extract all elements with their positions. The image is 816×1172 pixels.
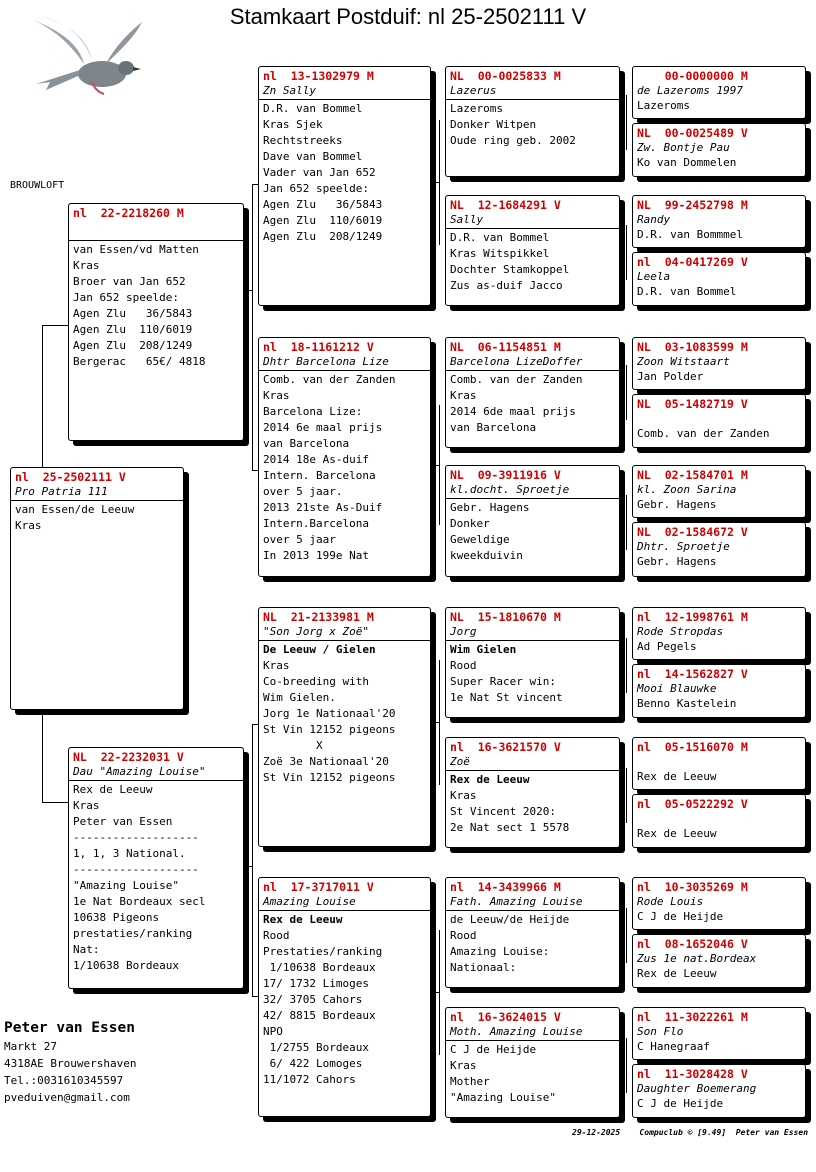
- info-line: Zus as-duif Jacco: [450, 279, 563, 292]
- great-grandparent-card[interactable]: [445, 337, 620, 448]
- info-line: Kras: [450, 389, 477, 402]
- pigeon-name: Pro Patria 111: [11, 485, 183, 501]
- ancestor-card[interactable]: [632, 394, 806, 448]
- info-line: 1/2755 Bordeaux: [263, 1041, 369, 1054]
- ring-number: NL 22-2232031 V: [73, 750, 184, 764]
- info-line: Rood: [450, 659, 477, 672]
- info-line: Intern.Barcelona: [263, 517, 369, 530]
- info-line: Zoë 3e Nationaal'20: [263, 755, 389, 768]
- pigeon-name: Leela: [637, 270, 671, 283]
- pigeon-name: Zn Sally: [259, 84, 430, 100]
- info-line: 1e Nat Bordeaux secl: [73, 895, 206, 908]
- ring-number: NL 21-2133981 M: [263, 610, 374, 624]
- info-line: Dave van Bommel: [263, 150, 363, 163]
- info-line: Rechtstreeks: [263, 134, 343, 147]
- ancestor-card[interactable]: [632, 664, 806, 718]
- owner-name: Peter van Essen: [4, 1020, 135, 1036]
- grandparent-card[interactable]: [258, 66, 431, 306]
- info-line: Super Racer win:: [450, 675, 556, 688]
- info-line: D.R. van Bommel: [263, 102, 363, 115]
- ring-number: NL 03-1083599 M: [637, 340, 748, 354]
- pigeon-name: Zoon Witstaart: [637, 355, 730, 368]
- info-line: Kras Sjek: [263, 118, 323, 131]
- ring-number: nl 14-3439966 M: [450, 880, 561, 894]
- pigeon-logo: [22, 16, 172, 98]
- info-line: Gebr. Hagens: [637, 555, 717, 568]
- pigeon-name: Dhtr. Sproetje: [637, 540, 730, 553]
- pigeon-name: Fath. Amazing Louise: [446, 895, 619, 911]
- ring-number: nl 14-1562827 V: [637, 667, 748, 681]
- info-line: Jan 652 speelde:: [263, 182, 369, 195]
- great-grandparent-card[interactable]: [445, 66, 620, 177]
- info-line: Rex de Leeuw: [450, 773, 530, 786]
- ring-number: nl 13-1302979 M: [263, 69, 374, 83]
- info-line: 1e Nat St vincent: [450, 691, 563, 704]
- info-line: St Vin 12152 pigeons: [263, 723, 396, 736]
- page-title: Stamkaart Postduif: nl 25-2502111 V: [229, 4, 587, 29]
- info-line: "Amazing Louise": [73, 879, 179, 892]
- ring-number: nl 11-3022261 M: [637, 1010, 748, 1024]
- ancestor-card[interactable]: [632, 607, 806, 660]
- info-line: Kras: [450, 1059, 477, 1072]
- info-line: Broer van Jan 652: [73, 275, 186, 288]
- pigeon-name: Jorg: [446, 625, 619, 641]
- pigeon-name: Barcelona LizeDoffer: [446, 355, 619, 371]
- ring-number: nl 05-1516070 M: [637, 740, 748, 754]
- info-line: Comb. van der Zanden: [637, 427, 770, 440]
- breeder: van Essen/de Leeuw: [15, 503, 135, 516]
- info-line: van Essen/vd Matten: [73, 243, 199, 256]
- info-line: Agen Zlu 36/5843: [263, 198, 383, 211]
- great-grandparent-card[interactable]: [445, 195, 620, 306]
- info-line: Amazing Louise:: [450, 945, 550, 958]
- info-line: Rood: [450, 929, 477, 942]
- ring-number: nl 17-3717011 V: [263, 880, 374, 894]
- info-line: Oude ring geb. 2002: [450, 134, 576, 147]
- pigeon-name: Zoë: [446, 755, 619, 771]
- info-line: D.R. van Bommmel: [637, 228, 743, 241]
- info-line: Prestaties/ranking: [263, 945, 383, 958]
- info-line: Kras: [450, 789, 477, 802]
- info-line: 32/ 3705 Cahors: [263, 993, 363, 1006]
- info-line: Rex de Leeuw: [637, 827, 717, 840]
- ancestor-card[interactable]: [632, 934, 806, 988]
- pigeon-name: Son Flo: [637, 1025, 684, 1038]
- footer: 29-12-2025 Compuclub © [9.49] Peter van Essen: [572, 1128, 809, 1137]
- info-line: 10638 Pigeons: [73, 911, 160, 924]
- pigeon-name: Mooi Blauwke: [637, 682, 717, 695]
- ancestor-card[interactable]: [632, 522, 806, 577]
- info-line: C J de Heijde: [637, 1097, 724, 1110]
- info-line: 11/1072 Cahors: [263, 1073, 356, 1086]
- info-line: Ko van Dommelen: [637, 156, 737, 169]
- ring-number: nl 04-0417269 V: [637, 255, 748, 269]
- info-line: Geweldige: [450, 533, 510, 546]
- info-line: 17/ 1732 Limoges: [263, 977, 369, 990]
- ancestor-card[interactable]: [632, 123, 806, 177]
- great-grandparent-card[interactable]: [445, 465, 620, 577]
- info-line: Rex de Leeuw: [637, 770, 717, 783]
- info-line: Rex de Leeuw: [263, 913, 343, 926]
- dam-card[interactable]: [68, 747, 244, 989]
- ring-number: NL 15-1810670 M: [450, 610, 561, 624]
- info-line: Gebr. Hagens: [450, 501, 530, 514]
- info-line: 6/ 422 Lomoges: [263, 1057, 363, 1070]
- info-line: St Vin 12152 pigeons: [263, 771, 396, 784]
- info-line: Peter van Essen: [73, 815, 173, 828]
- info-line: Agen Zlu 208/1249: [73, 339, 193, 352]
- pigeon-name: kl.docht. Sproetje: [446, 483, 619, 499]
- info-line: 1/10638 Bordeaux: [263, 961, 376, 974]
- ring-number: nl 12-1998761 M: [637, 610, 748, 624]
- info-line: Donker: [450, 517, 490, 530]
- owner-info: [4, 1018, 136, 1106]
- info-line: Lazeroms: [450, 102, 503, 115]
- owner-city: 4318AE Brouwershaven: [4, 1057, 137, 1070]
- ring-number: nl 18-1161212 V: [263, 340, 374, 354]
- info-line: 2014 18e As-duif: [263, 453, 369, 466]
- ancestor-card[interactable]: [632, 337, 806, 390]
- ring-number: nl 16-3621570 V: [450, 740, 561, 754]
- ring-number: NL 06-1154851 M: [450, 340, 561, 354]
- info-line: -------------------: [73, 863, 199, 876]
- ancestor-card[interactable]: [632, 252, 806, 306]
- grandparent-card[interactable]: [258, 607, 431, 847]
- ring-number: nl 05-0522292 V: [637, 797, 748, 811]
- subject-pigeon-card[interactable]: [10, 467, 184, 710]
- info-line: 1/10638 Bordeaux: [73, 959, 179, 972]
- ring-number: nl 11-3028428 V: [637, 1067, 748, 1081]
- pigeon-name: "Son Jorg x Zoë": [259, 625, 430, 641]
- info-line: Jan 652 speelde:: [73, 291, 179, 304]
- pigeon-name: Randy: [637, 213, 671, 226]
- info-line: Nat:: [73, 943, 100, 956]
- ring-number: NL 00-0025489 V: [637, 126, 748, 140]
- info-line: X: [263, 739, 323, 752]
- ring-number: NL 00-0025833 M: [450, 69, 561, 83]
- ancestor-card[interactable]: [632, 465, 806, 518]
- info-line: Agen Zlu 36/5843: [73, 307, 193, 320]
- info-line: Bergerac 65€/ 4818: [73, 355, 206, 368]
- info-line: Co-breeding with: [263, 675, 369, 688]
- info-line: Nationaal:: [450, 961, 517, 974]
- info-line: Kras: [73, 259, 100, 272]
- ancestor-card[interactable]: [632, 1007, 806, 1060]
- pigeon-name: Sally: [446, 213, 619, 229]
- ring-number: NL 12-1684291 V: [450, 198, 561, 212]
- info-line: Vader van Jan 652: [263, 166, 376, 179]
- pigeon-name: Amazing Louise: [259, 895, 430, 911]
- pigeon-name: Zus 1e nat.Bordeax: [637, 952, 757, 965]
- info-line: Jan Polder: [637, 370, 704, 383]
- ancestor-card[interactable]: [632, 1064, 806, 1118]
- pigeon-name: [637, 812, 801, 826]
- info-line: over 5 jaar: [263, 533, 336, 546]
- info-line: prestaties/ranking: [73, 927, 193, 940]
- info-line: Kras Witspikkel: [450, 247, 550, 260]
- ring-number: NL 99-2452798 M: [637, 198, 748, 212]
- info-line: Mother: [450, 1075, 490, 1088]
- owner-address: Markt 27: [4, 1040, 57, 1053]
- info-line: D.R. van Bommel: [450, 231, 550, 244]
- info-line: Rex de Leeuw: [73, 783, 153, 796]
- info-line: St Vincent 2020:: [450, 805, 556, 818]
- great-grandparent-card[interactable]: [445, 1007, 620, 1118]
- info-line: over 5 jaar.: [263, 485, 343, 498]
- info-line: 2013 21ste As-Duif: [263, 501, 383, 514]
- info-line: Rex de Leeuw: [637, 967, 717, 980]
- info-line: 2014 6e maal prijs: [263, 421, 383, 434]
- ring-number: nl 10-3035269 M: [637, 880, 748, 894]
- pigeon-name: Zw. Bontje Pau: [637, 141, 730, 154]
- info-line: Kras: [263, 659, 290, 672]
- pigeon-name: [637, 412, 801, 426]
- info-line: Barcelona Lize:: [263, 405, 363, 418]
- pigeon-name: Lazerus: [446, 84, 619, 100]
- info-line: -------------------: [73, 831, 199, 844]
- ring-number: nl 22-2218260 M: [73, 206, 184, 220]
- great-grandparent-card[interactable]: [445, 607, 620, 718]
- info-line: Wim Gielen: [450, 643, 517, 656]
- pigeon-name: Rode Louis: [637, 895, 704, 908]
- info-line: Agen Zlu 208/1249: [263, 230, 383, 243]
- info-line: Comb. van der Zanden: [263, 373, 396, 386]
- info-line: Donker Witpen: [450, 118, 537, 131]
- pigeon-name: Rode Stropdas: [637, 625, 724, 638]
- ring-number: NL 02-1584701 M: [637, 468, 748, 482]
- info-line: van Barcelona: [450, 421, 537, 434]
- pigeon-name: Dau "Amazing Louise": [69, 765, 243, 781]
- info-line: 2014 6de maal prijs: [450, 405, 576, 418]
- pigeon-name: de Lazeroms 1997: [637, 84, 743, 97]
- info-line: Gebr. Hagens: [637, 498, 717, 511]
- pigeon-name: Daughter Boemerang: [637, 1082, 757, 1095]
- sire-card[interactable]: [68, 203, 244, 441]
- color: Kras: [15, 519, 42, 532]
- ancestor-card[interactable]: [632, 877, 806, 930]
- info-line: Wim Gielen.: [263, 691, 336, 704]
- info-line: de Leeuw/de Heijde: [450, 913, 570, 926]
- ring-number: nl 16-3624015 V: [450, 1010, 561, 1024]
- grandparent-card[interactable]: [258, 337, 431, 577]
- info-line: 1, 1, 3 National.: [73, 847, 186, 860]
- ring-number: nl 25-2502111 V: [15, 470, 126, 484]
- info-line: De Leeuw / Gielen: [263, 643, 376, 656]
- info-line: Kras: [263, 389, 290, 402]
- ancestor-card[interactable]: [632, 195, 806, 248]
- ring-number: 00-0000000 M: [637, 69, 748, 83]
- info-line: kweekduivin: [450, 549, 523, 562]
- info-line: Rood: [263, 929, 290, 942]
- ancestor-card[interactable]: [632, 737, 806, 790]
- info-line: 2e Nat sect 1 5578: [450, 821, 570, 834]
- info-line: Ad Pegels: [637, 640, 697, 653]
- info-line: C J de Heijde: [450, 1043, 537, 1056]
- ring-number: NL 02-1584672 V: [637, 525, 748, 539]
- pigeon-name: kl. Zoon Sarina: [637, 483, 737, 496]
- info-line: D.R. van Bommel: [637, 285, 737, 298]
- info-line: Agen Zlu 110/6019: [263, 214, 383, 227]
- info-line: Benno Kastelein: [637, 697, 737, 710]
- ring-number: NL 09-3911916 V: [450, 468, 561, 482]
- ancestor-card[interactable]: [632, 66, 806, 119]
- info-line: van Barcelona: [263, 437, 350, 450]
- pigeon-name: Dhtr Barcelona Lize: [259, 355, 430, 371]
- info-line: Kras: [73, 799, 100, 812]
- pigeon-name: Moth. Amazing Louise: [446, 1025, 619, 1041]
- info-line: Dochter Stamkoppel: [450, 263, 570, 276]
- info-line: Lazeroms: [637, 99, 690, 112]
- ring-number: nl 08-1652046 V: [637, 937, 748, 951]
- great-grandparent-card[interactable]: [445, 737, 620, 848]
- info-line: "Amazing Louise": [450, 1091, 556, 1104]
- loft-label: BROUWLOFT: [10, 180, 65, 191]
- info-line: Jorg 1e Nationaal'20: [263, 707, 396, 720]
- info-line: C J de Heijde: [637, 910, 724, 923]
- info-line: 42/ 8815 Bordeaux: [263, 1009, 376, 1022]
- ancestor-card[interactable]: [632, 794, 806, 848]
- great-grandparent-card[interactable]: [445, 877, 620, 988]
- pigeon-name: [637, 755, 801, 769]
- info-line: Intern. Barcelona: [263, 469, 376, 482]
- info-line: Comb. van der Zanden: [450, 373, 583, 386]
- ring-number: NL 05-1482719 V: [637, 397, 748, 411]
- owner-phone: Tel.:0031610345597: [4, 1074, 124, 1087]
- pigeon-name: [69, 221, 243, 241]
- info-line: Agen Zlu 110/6019: [73, 323, 193, 336]
- owner-email[interactable]: pveduiven@gmail.com: [4, 1091, 130, 1104]
- info-line: C Hanegraaf: [637, 1040, 710, 1053]
- grandparent-card[interactable]: [258, 877, 431, 1117]
- info-line: In 2013 199e Nat: [263, 549, 369, 562]
- info-line: NPO: [263, 1025, 283, 1038]
